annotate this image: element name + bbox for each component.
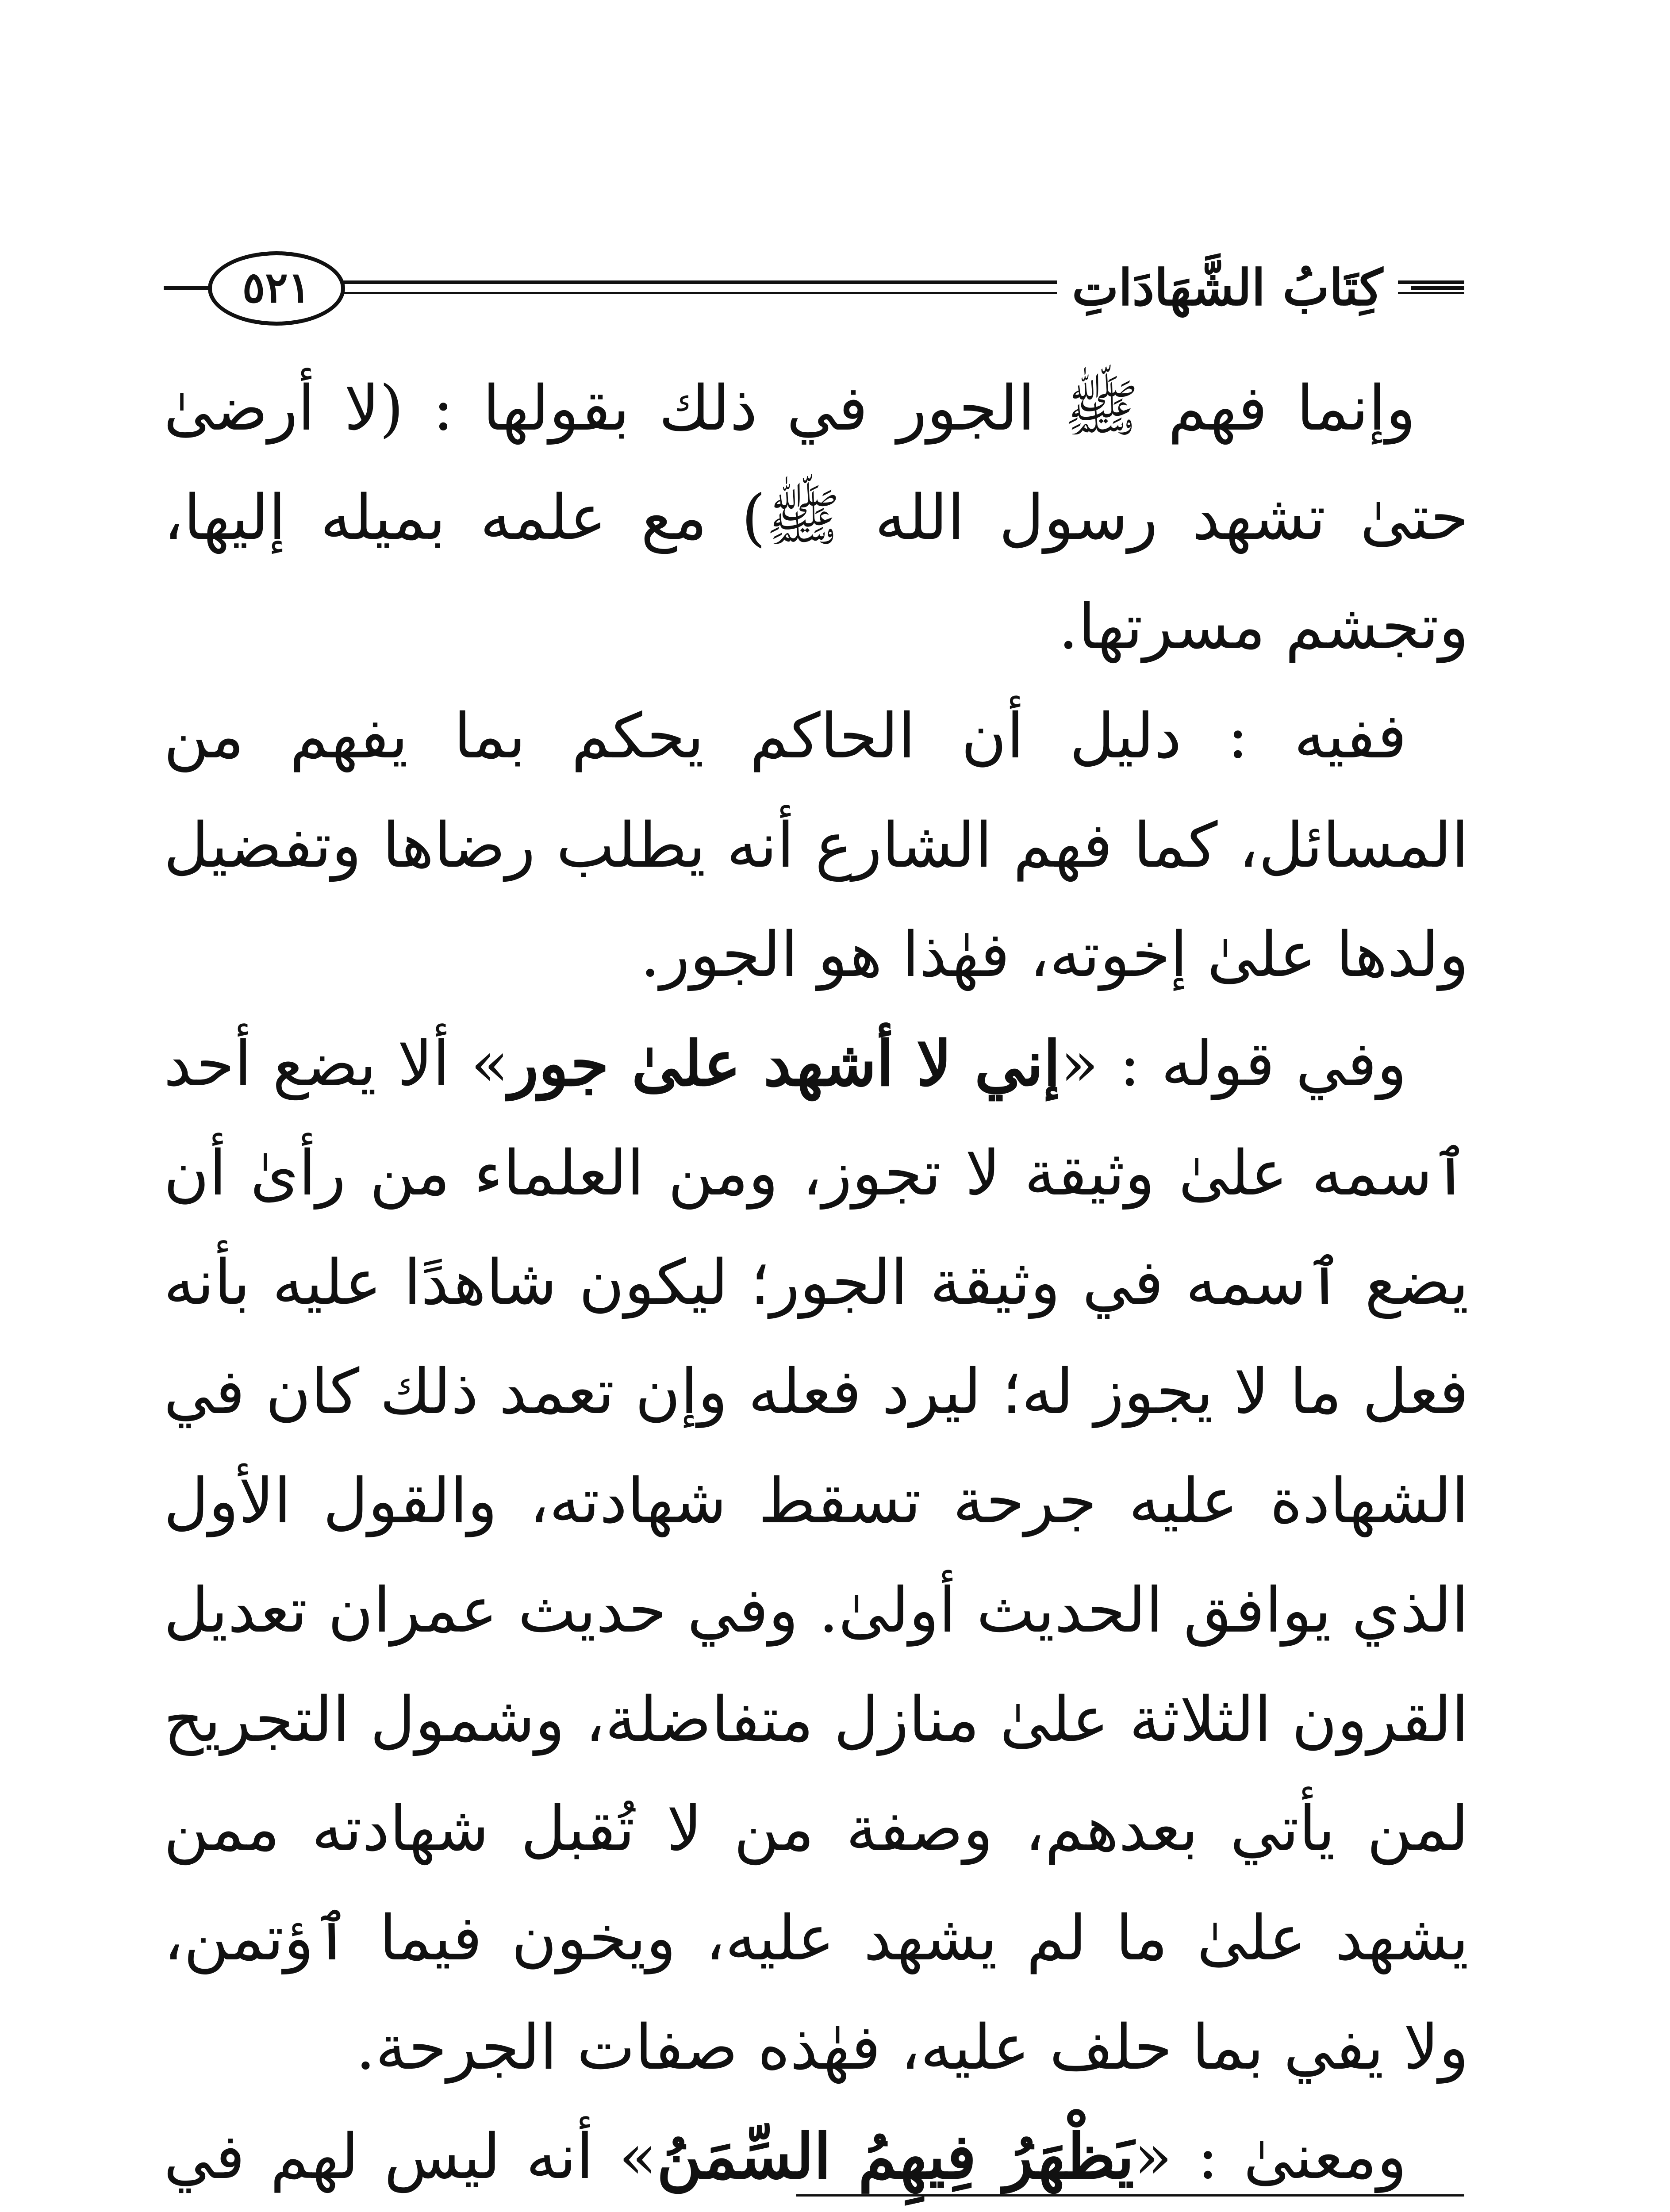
main-text [164, 354, 1469, 2212]
page-number-badge [208, 251, 345, 326]
paragraph-2: ففيه : دليل أن الحاكم يحكم بما يفهم من المسائل، كما فهم الشارع أنه يطلب رضاها وتفضيل ولدها علىٰ إخوته، فهٰذا هو الجور. [164, 700, 1469, 991]
paragraph-3 [164, 1010, 1469, 2102]
paragraph-4-body: » أنه ليس لهم في [164, 2121, 657, 2193]
paragraph-1: وإنما فهم ﷺ الجور في ذلك بقولها : (لا أرضىٰ حتىٰ تشهد رسول الله ﷺ) مع علمه بميله إليها، وتجشم مسرتها. [164, 373, 1469, 663]
page-number: ٥٢١ [242, 262, 311, 312]
paragraph-3-lead: وفي قوله : « [1060, 1028, 1407, 1100]
header-dash-ornament [1411, 286, 1464, 290]
hadith-quote-2: يَظْهَرُ فِيهِمُ السِّمَنُ [656, 2120, 1134, 2193]
hadith-quote-1: إني لا أشهد علىٰ جور [508, 1028, 1061, 1100]
paragraph-3-body: » ألا يضع أحد ٱسمه علىٰ وثيقة لا تجوز، ومن العلماء من رأىٰ أن يضع ٱسمه في وثيقة الجور؛ ليكون شاهدًا عليه بأنه فعل ما لا يجوز له؛ ليرد فعله وإن تعمد ذلك كان في الشهادة عليه جرحة تسقط شهادته، والقول الأول الذي يوافق الحديث أولىٰ. وفي حديث عمران تعديل القرون الثلاثة علىٰ منازل متفاضلة، وشمول التجريح لمن يأتي بعدهم، وصفة من لا تُقبل شهادته ممن يشهد علىٰ ما لم يشهد عليه، ويخون فيما ٱؤتمن، ولا يفي بما حلف عليه، فهٰذه صفات الجرحة. [164, 1028, 1469, 2084]
paragraph-4-lead: ومعنىٰ : « [1134, 2121, 1407, 2193]
chapter-title: كِتَابُ الشَّهَادَاتِ [1057, 259, 1398, 317]
page-header [164, 248, 1464, 332]
footnote-separator [796, 2194, 1464, 2197]
